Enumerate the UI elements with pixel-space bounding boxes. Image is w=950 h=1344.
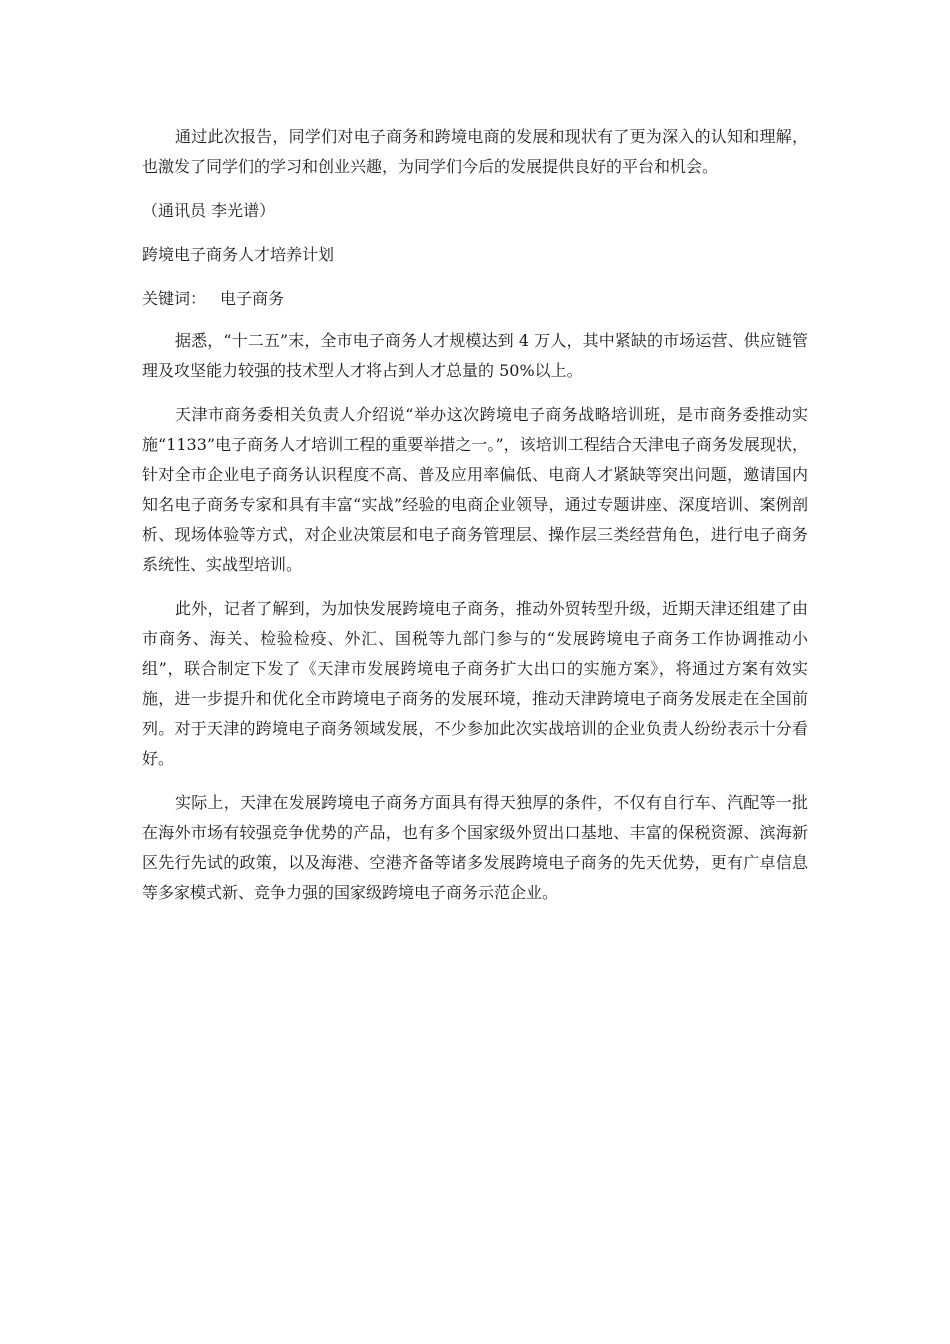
- keywords-label: 关键词：: [142, 289, 207, 308]
- body-paragraph: 天津市商务委相关负责人介绍说“举办这次跨境电子商务战略培训班，是市商务委推动实施“1133”电子商务人才培训工程的重要举措之一。”，该培训工程结合天津电子商务发展现状，针对全市企业电子商务认识程度不高、普及应用率偏低、电商人才紧缺等突出问题，邀请国内知名电子商务专家和具有丰富“实战”经验的电商企业领导，通过专题讲座、深度培训、案例剖析、现场体验等方式，对企业决策层和电子商务管理层、操作层三类经营角色，进行电子商务系统性、实战型培训。: [142, 405, 808, 574]
- intro-paragraph: 通过此次报告，同学们对电子商务和跨境电商的发展和现状有了更为深入的认知和理解，也激发了同学们的学习和创业兴趣，为同学们今后的发展提供良好的平台和机会。: [142, 127, 808, 176]
- body-paragraph: 此外，记者了解到，为加快发展跨境电子商务，推动外贸转型升级，近期天津还组建了由市商务、海关、检验检疫、外汇、国税等九部门参与的“发展跨境电子商务工作协调推动小组”，联合制定下发了《天津市发展跨境电子商务扩大出口的实施方案》，将通过方案有效实施，进一步提升和优化全市跨境电子商务的发展环境，推动天津跨境电子商务发展走在全国前列。对于天津的跨境电子商务领域发展，不少参加此次实战培训的企业负责人纷纷表示十分看好。: [142, 599, 808, 768]
- document-page: [142, 122, 808, 922]
- keywords-line: [142, 284, 808, 314]
- article-title: 跨境电子商务人才培养计划: [142, 245, 335, 264]
- keywords-value: 电子商务: [220, 289, 285, 308]
- body-paragraph: 据悉，“十二五”末，全市电子商务人才规模达到 4 万人，其中紧缺的市场运营、供应链管理及攻坚能力较强的技术型人才将占到人才总量的 50%以上。: [142, 331, 808, 380]
- body-paragraph: 实际上，天津在发展跨境电子商务方面具有得天独厚的条件，不仅有自行车、汽配等一批在海外市场有较强竞争优势的产品，也有多个国家级外贸出口基地、丰富的保税资源、滨海新区先行先试的政策，以及海港、空港齐备等诸多发展跨境电子商务的先天优势，更有广卓信息等多家模式新、竞争力强的国家级跨境电子商务示范企业。: [142, 793, 808, 902]
- author-line: （通讯员 李光谱）: [142, 201, 276, 220]
